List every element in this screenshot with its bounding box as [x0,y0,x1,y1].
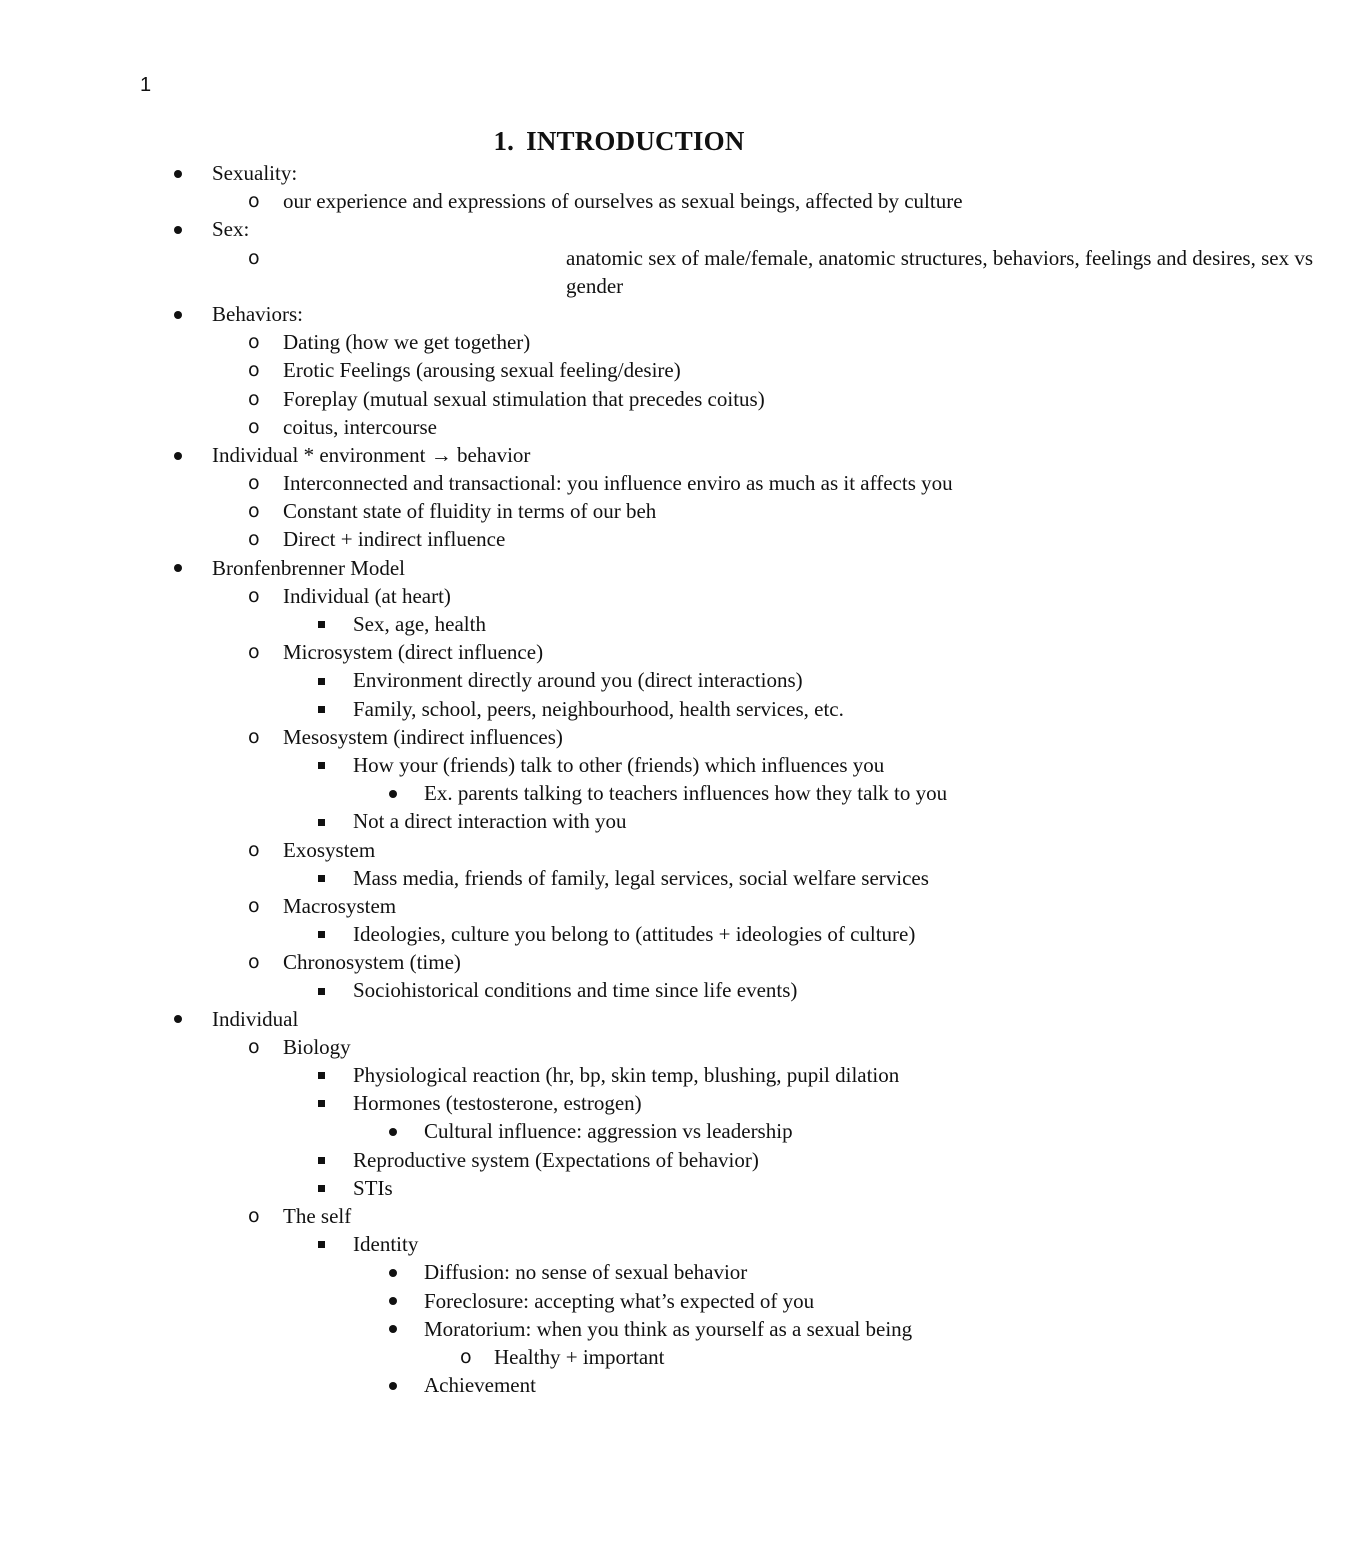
outline-item [0,187,1200,215]
square-bullet-icon [318,920,325,948]
circle-bullet-icon: o [248,500,260,523]
outline-item [0,1117,1200,1145]
outline-item [0,554,1200,582]
circle-bullet-icon: o [248,331,260,354]
outline-item-text: Sex: [212,217,250,242]
outline-item [0,159,1200,187]
outline-item-text: Sexuality: [212,161,298,185]
outline-item [0,920,1200,948]
square-bullet-icon [318,610,325,638]
outline-item [0,666,1200,694]
outline-list [0,159,1313,1399]
outline-item [0,1202,1200,1230]
outline-item [0,356,1200,384]
circle-bullet-icon: o [248,472,260,495]
outline-item [0,300,1200,328]
outline-item-text: Ex. parents talking to teachers influences how they talk to you [424,781,948,806]
disc-bullet-icon [389,1258,397,1286]
square-bullet-icon [318,1230,325,1258]
outline-item-text: Identity [353,1232,419,1257]
outline-item [0,610,1200,638]
outline-item [0,215,1200,243]
outline-item-text: Individual (at heart) [283,583,451,608]
outline-item-text: The self [283,1203,352,1228]
disc-bullet-icon [174,159,182,187]
disc-bullet-icon [174,1005,182,1033]
square-bullet-icon [318,864,325,892]
outline-item-text: Foreplay (mutual sexual stimulation that precedes coitus) [283,386,765,411]
outline-item [0,1089,1200,1117]
outline-item-text: Diffusion: no sense of sexual behavior [424,1260,748,1285]
square-bullet-icon [318,751,325,779]
square-bullet-icon [318,976,325,1004]
outline-item-text: Biology [283,1034,351,1059]
circle-bullet-icon: o [248,584,260,607]
outline-item [0,892,1200,920]
outline-item [0,1315,1200,1343]
outline-item-text: Reproductive system (Expectations of behavior) [353,1147,759,1172]
outline-item [0,441,1200,469]
disc-bullet-icon [174,215,182,243]
outline-item-text: Behaviors: [212,301,303,326]
outline-item-text: Achievement [424,1373,536,1398]
disc-bullet-icon [389,1315,397,1343]
outline-item-text: Erotic Feelings (arousing sexual feeling/desire) [283,358,681,383]
circle-bullet-icon: o [248,246,260,269]
square-bullet-icon [318,1146,325,1174]
outline-item-text: Family, school, peers, neighbourhood, health services, etc. [353,696,844,721]
outline-item [0,976,1200,1004]
square-bullet-icon [318,1174,325,1202]
outline-item [0,413,1200,441]
outline-item-text: Chronosystem (time) [283,950,461,975]
outline-item-text: Sociohistorical conditions and time since life events) [353,978,798,1003]
disc-bullet-icon [174,300,182,328]
section-title: INTRODUCTION [526,126,745,156]
outline-item-text: Direct + indirect influence [283,527,506,552]
square-bullet-icon [318,807,325,835]
outline-item-text: Macrosystem [283,893,397,918]
outline-item-text: STIs [353,1175,393,1200]
outline-item-text: Mesosystem (indirect influences) [283,724,563,749]
outline-item-text: Physiological reaction (hr, bp, skin temp, blushing, pupil dilation [353,1063,900,1088]
square-bullet-icon [318,1089,325,1117]
outline-item [0,1146,1200,1174]
square-bullet-icon [318,695,325,723]
outline-item-text: Sex, age, health [353,612,486,637]
outline-item-text: coitus, intercourse [283,414,437,439]
circle-bullet-icon: o [248,359,260,382]
outline-item-text: How your (friends) talk to other (friends) which influences you [353,752,885,777]
outline-item-text: Individual * environment → behavior [212,442,531,467]
outline-item [0,582,1200,610]
circle-bullet-icon: o [248,387,260,410]
outline-item [0,1005,1200,1033]
outline-item [0,1343,1200,1371]
circle-bullet-icon: o [248,415,260,438]
outline-item [0,1371,1200,1399]
outline-item [0,328,1200,356]
outline-item [0,1258,1200,1286]
outline-item-text: Foreclosure: accepting what’s expected of you [424,1288,815,1313]
outline-item-text: Constant state of fluidity in terms of our beh [283,499,657,524]
circle-bullet-icon: o [248,838,260,861]
outline-item-text: Cultural influence: aggression vs leadership [424,1119,793,1144]
circle-bullet-icon: o [248,951,260,974]
outline-item-text: Exosystem [283,837,376,862]
outline-item-text: Moratorium: when you think as yourself as a sexual being [424,1316,913,1341]
outline-item-text: Ideologies, culture you belong to (attitudes + ideologies of culture) [353,922,916,947]
disc-bullet-icon [174,441,182,469]
circle-bullet-icon: o [248,1204,260,1227]
outline-item [0,751,1200,779]
outline-item-text: Environment directly around you (direct interactions) [353,668,803,693]
outline-item [0,864,1200,892]
outline-item-text: Interconnected and transactional: you influence enviro as much as it affects you [283,471,953,496]
disc-bullet-icon [389,1371,397,1399]
outline-item [0,723,1200,751]
outline-item-text: Microsystem (direct influence) [283,640,544,665]
outline-item [0,244,1313,300]
outline-item [0,638,1200,666]
square-bullet-icon [318,666,325,694]
circle-bullet-icon: o [248,1035,260,1058]
disc-bullet-icon [389,779,397,807]
outline-item-text: Hormones (testosterone, estrogen) [353,1091,642,1116]
circle-bullet-icon: o [460,1345,472,1368]
outline-item [0,1174,1200,1202]
outline-item [0,1230,1200,1258]
square-bullet-icon [318,1061,325,1089]
outline-item-text: Healthy + important [494,1344,665,1369]
outline-item-text: Not a direct interaction with you [353,809,627,834]
outline-item [0,1033,1200,1061]
outline-item-text: our experience and expressions of ourselves as sexual beings, affected by culture [283,189,963,214]
outline-item [0,1287,1200,1315]
circle-bullet-icon: o [248,894,260,917]
outline-item [0,948,1200,976]
page-number: 1 [140,74,152,96]
outline-item [0,469,1200,497]
outline-item [0,779,1200,807]
disc-bullet-icon [389,1287,397,1315]
outline-item [0,497,1200,525]
outline-item-text: Dating (how we get together) [283,330,531,355]
circle-bullet-icon: o [248,641,260,664]
circle-bullet-icon: o [248,190,260,213]
outline-item [0,525,1200,553]
outline-item [0,385,1200,413]
section-number: 1. [493,126,515,156]
outline-item-text: Bronfenbrenner Model [212,555,406,580]
section-heading [0,126,1238,157]
disc-bullet-icon [389,1117,397,1145]
outline-item [0,1061,1200,1089]
outline-item [0,695,1200,723]
circle-bullet-icon: o [248,725,260,748]
outline-item-text: Mass media, friends of family, legal services, social welfare services [353,865,929,890]
circle-bullet-icon: o [248,528,260,551]
outline-item-text: Individual [212,1006,299,1031]
outline-item [0,807,1200,835]
outline-item [0,836,1200,864]
outline-item-text: anatomic sex of male/female, anatomic structures, behaviors, feelings and desires, sex vs gender [566,245,1313,298]
disc-bullet-icon [174,554,182,582]
